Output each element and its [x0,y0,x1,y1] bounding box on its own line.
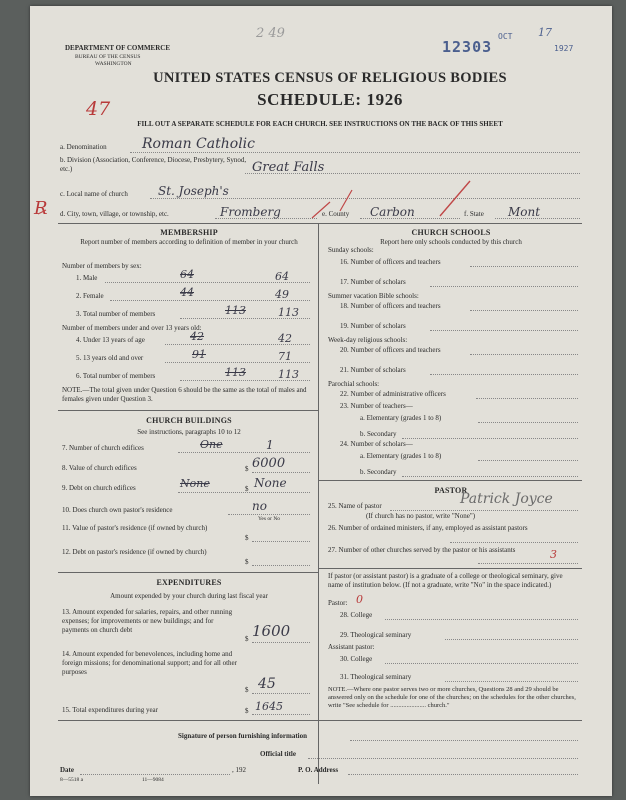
graduate-note: If pastor (or assistant pastor) is a graduate of a college or theological seminary, give name of institution below. (If not a graduate, write "No" in the space indicated.) [328,572,563,589]
department-name: DEPARTMENT OF COMMERCE [65,44,171,52]
q6-struck-value: 113 [225,366,246,379]
q19-label: 19. Number of scholars [340,322,406,330]
q8-value: 6000 [252,456,286,471]
q10-value: no [252,499,267,513]
q9-value: None [254,476,287,490]
church-name-value: St. Joseph's [158,184,229,198]
age-intro: Number of members under and over 13 years old: [62,324,202,332]
expenditures-title: EXPENDITURES [156,578,222,587]
q10-label: 10. Does church own pastor's residence [62,506,173,514]
q8-dollar: $ [245,465,249,473]
state-label: f. State [464,210,484,218]
expenditures-intro: Amount expended by your church during last fiscal year [110,592,268,600]
pastor-title: PASTOR [434,486,468,495]
q25-label: 25. Name of pastor [328,502,382,510]
buildings-title: CHURCH BUILDINGS [146,416,232,425]
q3-struck-value: 113 [225,304,246,317]
q24-label: 24. Number of scholars— [340,440,413,448]
stamp-month: OCT [498,32,513,41]
q23b-label: b. Secondary [360,430,397,438]
denomination-label: a. Denomination [60,143,107,151]
q2-value: 49 [275,288,289,301]
q25-hint: (If church has no pastor, write "None") [366,512,476,520]
q27-value: 3 [550,548,557,561]
q3-label: 3. Total number of members [76,310,156,318]
q11-dollar: $ [245,534,249,542]
date-label: Date [60,766,74,774]
schools-title: CHURCH SCHOOLS [411,228,491,237]
q31-label: 31. Theological seminary [340,673,412,681]
q23a-label: a. Elementary (grades 1 to 8) [360,414,442,422]
parochial-label: Parochial schools: [328,380,380,388]
state-value: Mont [508,205,541,219]
q3-value: 113 [278,306,299,319]
membership-title: MEMBERSHIP [160,228,218,237]
q9-label: 9. Debt on church edifices [62,484,136,492]
county-label: e. County [322,210,350,218]
denomination-value: Roman Catholic [142,136,255,152]
q7-label: 7. Number of church edifices [62,444,144,452]
q5-struck-value: 91 [192,348,206,361]
pastor-name-value: Patrick Joyce [460,491,553,507]
q5-value: 71 [278,350,292,363]
stamp-number: 12303 [442,38,493,56]
q17-label: 17. Number of scholars [340,278,406,286]
schools-intro: Report here only schools conducted by this church [380,238,522,246]
pastor-note: NOTE.—Where one pastor serves two or more churches, Questions 28 and 29 should be answered only on the schedule for one of the churches; on the schedules for the other churches, write "See schedule for ...................... church." [328,686,576,709]
q2-label: 2. Female [76,292,104,300]
q27-label: 27. Number of other churches served by the pastor or his assistants [328,546,516,554]
q28-label: 28. College [340,611,373,619]
membership-note: NOTE.—The total given under Question 6 should be the same as the total of males and females given under Question 3. [62,386,307,403]
q1-value: 64 [275,270,289,283]
print-code: 11—9084 [142,777,164,783]
q18-label: 18. Number of officers and teachers [340,302,441,310]
q9-dollar: $ [245,485,249,493]
q23-label: 23. Number of teachers— [340,402,413,410]
by-sex-label: Number of members by sex: [62,262,142,270]
q4-value: 42 [278,332,292,345]
q16-label: 16. Number of officers and teachers [340,258,441,266]
red-review-mark: R [34,198,48,219]
stamp-year: 1927 [554,44,574,53]
q10-hint: Yes or No [258,516,281,522]
buildings-intro: See instructions, paragraphs 10 to 12 [137,428,241,436]
q26-label: 26. Number of ordained ministers, if any, employed as assistant pastors [328,524,528,532]
q1-struck-value: 64 [180,268,194,281]
q4-label: 4. Under 13 years of age [76,336,145,344]
q30-label: 30. College [340,655,373,663]
division-label: b. Division (Association, Conference, Diocese, Presbytery, Synod, etc.) [60,156,247,173]
q13-label: 13. Amount expended for salaries, repairs, and other running expenses; for improvements or new buildings; and for payments on church debt [62,608,233,634]
city-value: Fromberg [220,205,281,219]
q14-dollar: $ [245,686,249,694]
q14-value: 45 [258,676,276,692]
q4-struck-value: 42 [190,330,204,343]
stamp-day: 17 [538,26,552,39]
summer-label: Summer vacation Bible schools: [328,292,419,300]
q24a-label: a. Elementary (grades 1 to 8) [360,452,442,460]
page-title: UNITED STATES CENSUS OF RELIGIOUS BODIES [153,70,507,86]
q13-dollar: $ [245,635,249,643]
q12-label: 12. Debt on pastor's residence (if owned by church) [62,548,207,556]
page-subtitle: SCHEDULE: 1926 [257,90,403,109]
q5-label: 5. 13 years old and over [76,354,144,362]
red-batch-number: 47 [86,98,111,120]
q21-label: 21. Number of scholars [340,366,406,374]
q11-label: 11. Value of pastor's residence (if owned by church) [62,524,208,532]
bureau-city: WASHINGTON [95,61,132,67]
sunday-label: Sunday schools: [328,246,374,254]
form-number: 8—5518 a [60,777,84,783]
q8-label: 8. Value of church edifices [62,464,137,472]
county-value: Carbon [370,205,415,219]
instruction-line: FILL OUT A SEPARATE SCHEDULE FOR EACH CHURCH. SEE INSTRUCTIONS ON THE BACK OF THIS SHEET [137,120,503,128]
signature-label: Signature of person furnishing information [178,732,307,740]
pencil-mark: 2 49 [256,26,285,41]
q12-dollar: $ [245,558,249,566]
q7-struck-value: One [200,438,223,451]
q15-value: 1645 [255,700,283,713]
q15-dollar: $ [245,707,249,715]
church-name-label: c. Local name of church [60,190,128,198]
membership-intro: Report number of members according to definition of member in your church [80,238,298,246]
po-address-label: P. O. Address [298,766,339,774]
q1-label: 1. Male [76,274,98,282]
assistant-label: Assistant pastor: [328,643,375,651]
q24b-label: b. Secondary [360,468,397,476]
q29-label: 29. Theological seminary [340,631,412,639]
bureau-name: BUREAU OF THE CENSUS [75,54,141,60]
q6-value: 113 [278,368,299,381]
pastor-mark: 0 [356,593,363,606]
q22-label: 22. Number of administrative officers [340,390,446,398]
q20-label: 20. Number of officers and teachers [340,346,441,354]
official-title-label: Official title [260,750,296,758]
date-year: , 192 [232,766,246,774]
q13-value: 1600 [252,622,291,640]
weekday-label: Week-day religious schools: [328,336,408,344]
census-schedule-sheet [30,6,612,796]
q9-struck-value: None [180,477,210,490]
q6-label: 6. Total number of members [76,372,156,380]
pastor-label: Pastor: [328,599,348,607]
division-value: Great Falls [252,160,325,175]
q7-value: 1 [266,438,274,452]
q2-struck-value: 44 [180,286,194,299]
city-label: d. City, town, village, or township, etc. [60,210,169,218]
q14-label: 14. Amount expended for benevolences, including home and foreign missions; for denominational support; and for all other purposes [62,650,237,676]
q15-label: 15. Total expenditures during year [62,706,158,714]
